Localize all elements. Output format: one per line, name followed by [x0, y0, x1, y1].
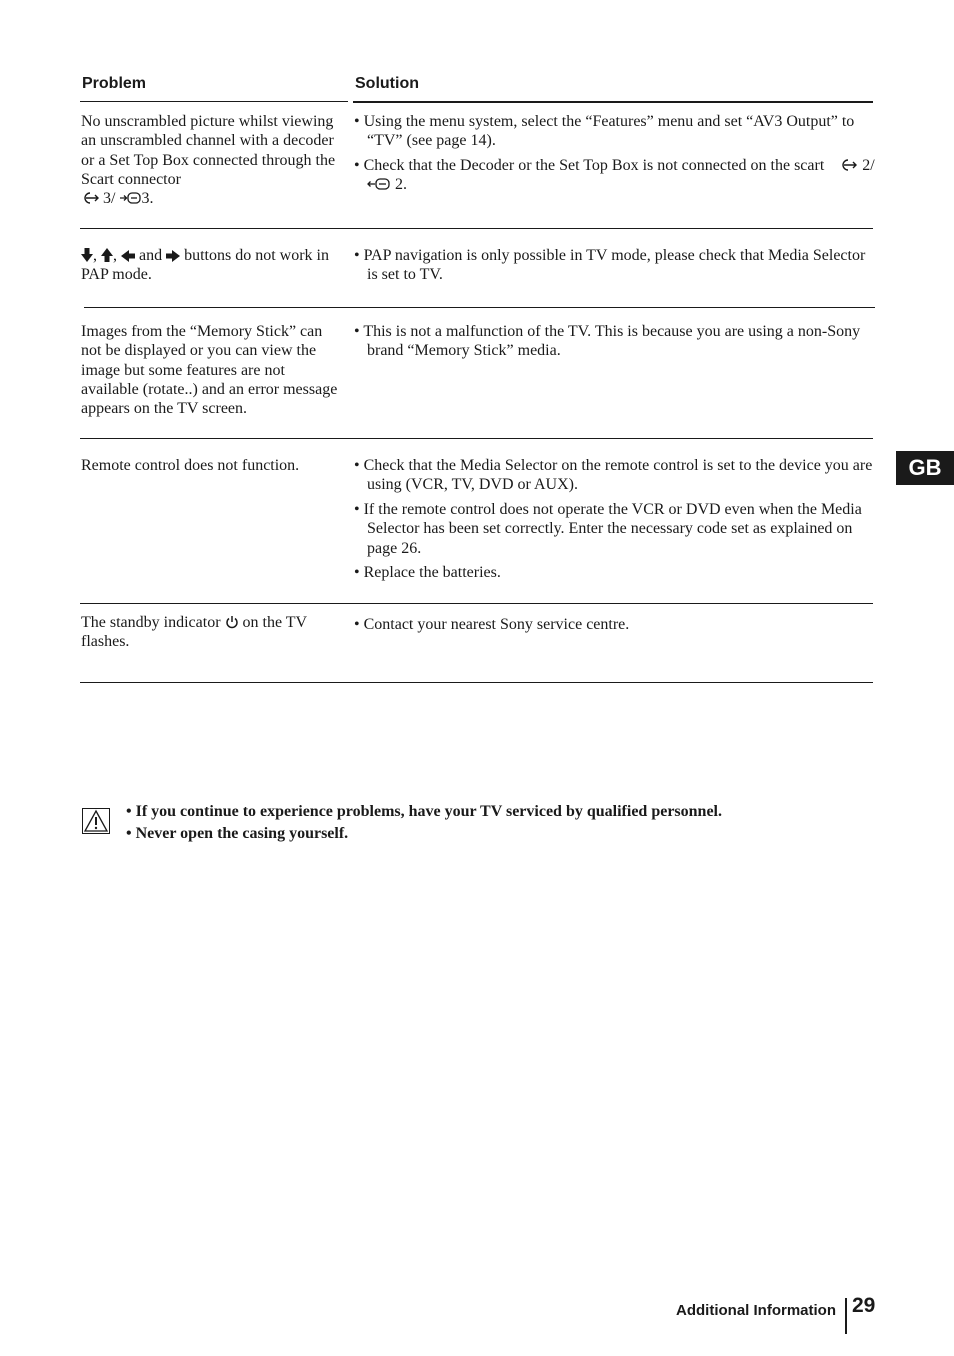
warning-text: [126, 801, 722, 845]
warning-line-1: • If you continue to experience problems, have your TV serviced by qualified personnel.: [126, 803, 722, 820]
header-rule-problem: [80, 101, 348, 102]
row-divider: [84, 307, 875, 308]
language-tab-gb: GB: [896, 451, 954, 485]
arrow-right-icon: [166, 250, 180, 262]
solution-bullet: • Using the menu system, select the “Features” menu and set “AV3 Output” to “TV” (see page 14).: [354, 113, 855, 150]
scart-number-3-out: 3.: [141, 190, 154, 208]
problem-cell-3: Images from the “Memory Stick” can not be displayed or you can view the image but some features are not available (rotate..) and an error message appears on the TV screen.: [81, 323, 338, 418]
scart-bidirectional-icon: [367, 177, 391, 191]
footer-section-title: Additional Information: [676, 1302, 836, 1319]
solution-bullet: • Check that the Media Selector on the remote control is set to the device you are using (VCR, TV, DVD or AUX).: [354, 457, 873, 494]
page-number: 29: [852, 1294, 876, 1317]
scart-number-3: 3/: [103, 190, 116, 208]
problem-cell-1: [81, 112, 343, 208]
solution-cell-3: [354, 322, 876, 361]
warning-triangle-icon: [82, 808, 110, 839]
problem-text-cont: on the TV flashes.: [81, 614, 307, 651]
problem-cell-4: Remote control does not function.: [81, 457, 300, 474]
scart-input-icon: [838, 158, 862, 172]
separator: ,: [113, 247, 117, 264]
solution-bullet-text: • Check that the Decoder or the Set Top Box is not connected on the scart: [354, 157, 825, 175]
solution-bullet: • PAP navigation is only possible in TV mode, please check that Media Selector is set to TV.: [354, 247, 866, 284]
problem-column-header: Problem: [82, 75, 147, 92]
solution-bullet: • If the remote control does not operate the VCR or DVD even when the Media Selector has been set correctly. Enter the necessary code set as explained on page 26.: [354, 501, 862, 557]
header-rule-solution: [353, 101, 873, 103]
problem-cell-5: [81, 613, 343, 652]
separator: ,: [93, 247, 97, 264]
row-divider: [80, 603, 873, 604]
scart-number-2: 2/: [862, 157, 875, 175]
solution-bullet: • Contact your nearest Sony service centre.: [354, 616, 630, 633]
row-divider: [80, 438, 873, 439]
problem-text: No unscrambled picture whilst viewing an unscrambled channel with a decoder or a Set Top Box connected through the Scart connector: [81, 113, 336, 188]
solution-cell-4: [354, 456, 876, 583]
solution-column-header: Solution: [355, 75, 419, 92]
solution-cell-1: [354, 112, 876, 195]
scart-output-icon: [119, 191, 141, 205]
solution-bullet: • Replace the batteries.: [354, 564, 501, 582]
arrow-down-icon: [81, 248, 93, 262]
arrow-up-icon: [101, 248, 113, 262]
footer-divider: [845, 1298, 847, 1334]
row-divider: [80, 228, 873, 229]
solution-cell-2: [354, 246, 876, 285]
solution-bullet: [354, 156, 876, 195]
warning-line-2: • Never open the casing yourself.: [126, 825, 349, 842]
scart-input-icon: [81, 191, 103, 205]
problem-text: buttons do not work in PAP mode.: [81, 247, 329, 284]
solution-bullet: • This is not a malfunction of the TV. This is because you are using a non-Sony brand “Memory Stick” media.: [354, 323, 861, 360]
standby-power-icon: [225, 615, 239, 629]
and-word: and: [139, 247, 163, 264]
problem-cell-2: [81, 246, 343, 285]
solution-cell-5: [354, 615, 876, 634]
arrow-left-icon: [121, 250, 135, 262]
problem-text: The standby indicator: [81, 614, 221, 631]
scart-number-2-out: 2.: [395, 176, 407, 194]
table-bottom-rule: [80, 682, 873, 683]
